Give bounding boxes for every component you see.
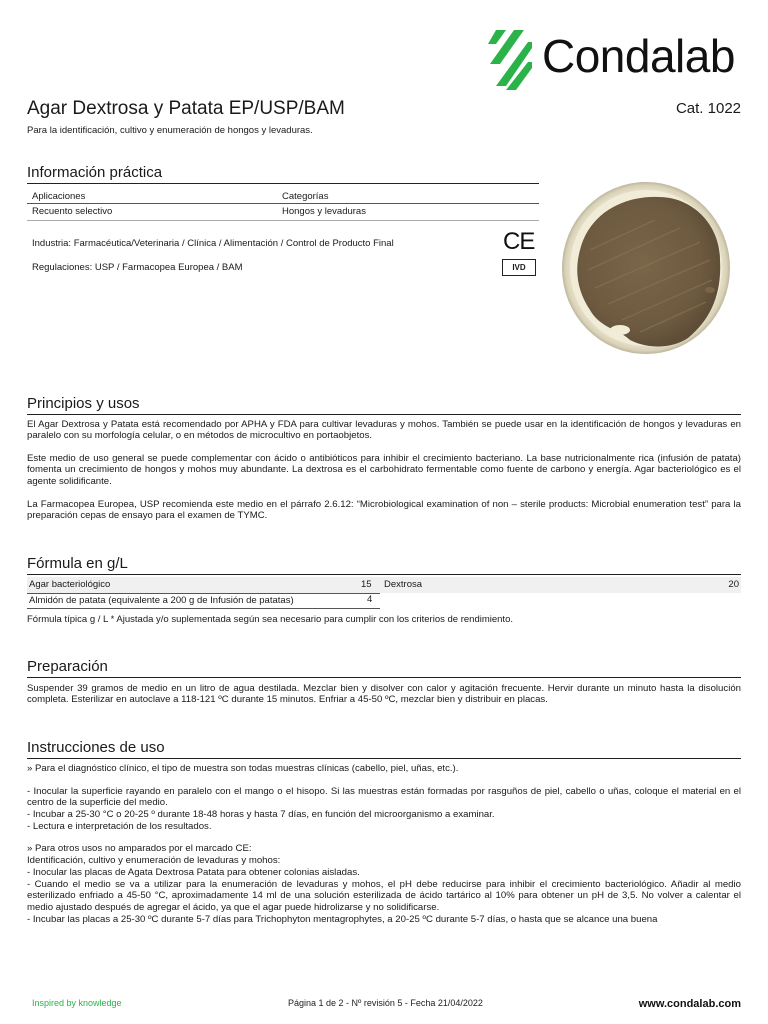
info-table-divider (27, 203, 539, 204)
brand-name: Condalab (542, 30, 735, 82)
instruction-line: - Inocular la superficie rayando en paralelo con el mango o el hisopo. Si las muestras están formadas por rasguños de piel, cabello o uñas, coloque el material en el centro de la superficie del medio. (27, 786, 741, 809)
catalog-number: Cat. 1022 (675, 100, 741, 117)
industry-text: Industria: Farmacéutica/Veterinaria / Clínica / Alimentación / Control de Producto Final (32, 238, 394, 249)
formula-table (27, 577, 741, 609)
applications-value: Recuento selectivo (32, 206, 113, 217)
formula-ingredient: Dextrosa (384, 579, 423, 590)
principles-section-title: Principios y usos (27, 395, 140, 412)
condalab-stripes-icon (488, 30, 532, 90)
petri-dish-photo (560, 180, 732, 356)
info-section-rule (27, 183, 539, 184)
principles-paragraph-2: Este medio de uso general se puede complementar con ácido o antibióticos para inhibir el crecimiento bacteriano. La base nutricionalmente rica (infusión de patata) fomenta un crecimiento de hongos y mohos muy abundante. La dextrosa es el carbohidrato fermentable como fuente de carbono y energía. Agar bacteriológico es el agente solidificante. (27, 453, 741, 487)
brand-logo (488, 28, 744, 92)
document-title: Agar Dextrosa y Patata EP/USP/BAM (27, 98, 345, 119)
instructions-section-rule (27, 758, 741, 759)
formula-row-shade-right (380, 577, 741, 593)
document-subtitle: Para la identificación, cultivo y enumeración de hongos y levaduras. (27, 125, 313, 136)
instructions-section-title: Instrucciones de uso (27, 739, 165, 756)
instruction-line: - Lectura e interpretación de los resultados. (27, 821, 212, 832)
footer-page-info: Página 1 de 2 - Nº revisión 5 - Fecha 21/04/2022 (288, 998, 483, 1008)
categories-value: Hongos y levaduras (282, 206, 366, 217)
ce-mark-icon: CE (503, 228, 535, 255)
formula-section-rule (27, 574, 741, 575)
preparation-text: Suspender 39 gramos de medio en un litro de agua destilada. Mezclar bien y disolver con calor y agitación frecuente. Hervir durante un minuto hasta la disolución completa. Esterilizar en autoclave a 118-121 ºC durante 15 minutos. Enfriar a 45-50 ºC, mezclar bien y distribuir en placas. (27, 683, 741, 706)
instruction-line: » Para el diagnóstico clínico, el tipo de muestra son todas muestras clínicas (cabello, piel, uñas, etc.). (27, 763, 459, 774)
formula-section-title: Fórmula en g/L (27, 555, 128, 572)
formula-note: Fórmula típica g / L * Ajustada y/o suplementada según sea necesario para cumplir con los criterios de rendimiento. (27, 614, 513, 625)
instruction-line: - Cuando el medio se va a utilizar para la enumeración de levaduras y mohos, el pH debe reducirse para inhibir el crecimiento bacteriológico. Añadir al medio esterilizado enfriado a 45-50 °C, aproximadamente 14 ml de una solución esterilizada de ácido tartárico al 10% para obtener un pH de 3,5. No volver a calentar el medio ajustado después de agregar el ácido, ya que el agar puede hidrolizarse y no solidificarse. (27, 879, 741, 913)
preparation-section-rule (27, 677, 741, 678)
formula-row-divider (27, 608, 380, 609)
instruction-line: Identificación, cultivo y enumeración de levaduras y mohos: (27, 855, 281, 866)
formula-ingredient: Almidón de patata (equivalente a 200 g de Infusión de patatas) (29, 595, 294, 606)
formula-amount: 15 (361, 579, 372, 590)
formula-amount: 4 (367, 594, 373, 605)
categories-header: Categorías (282, 191, 329, 202)
footer-tagline: Inspired by knowledge (32, 998, 122, 1008)
principles-section-rule (27, 414, 741, 415)
regulations-text: Regulaciones: USP / Farmacopea Europea / BAM (32, 262, 243, 273)
instruction-line: » Para otros usos no amparados por el marcado CE: (27, 843, 252, 854)
ivd-badge: IVD (502, 259, 536, 276)
instruction-line: - Incubar las placas a 25-30 ºC durante 5-7 días para Trichophyton mentagrophytes, a 20-25 ºC durante 5-7 días, o hasta que se alcance una buena (27, 914, 658, 925)
info-section-title: Información práctica (27, 164, 163, 181)
instruction-line: - Inocular las placas de Agata Dextrosa Patata para obtener colonias aisladas. (27, 867, 360, 878)
principles-paragraph-3: La Farmacopea Europea, USP recomienda este medio en el párrafo 2.6.12: “Microbiological examination of non – sterile products: Microbial enumeration test” para la preparación cepas de ensayo para el examen de TYMC. (27, 499, 741, 522)
formula-row-divider (27, 593, 380, 594)
footer-website-link[interactable]: www.condalab.com (638, 998, 741, 1010)
formula-amount: 20 (728, 579, 739, 590)
principles-paragraph-1: El Agar Dextrosa y Patata está recomendado por APHA y FDA para cultivar levaduras y mohos. También se puede usar en la identificación de hongos y levaduras en paralelo con su morfología celular, o en métodos de microcultivo en portaobjetos. (27, 419, 741, 442)
preparation-section-title: Preparación (27, 658, 108, 675)
applications-header: Aplicaciones (32, 191, 86, 202)
info-table-bottom (27, 220, 539, 221)
instruction-line: - Incubar a 25-30 °C o 20-25 º durante 18-48 horas y hasta 7 días, en función del microorganismo a examinar. (27, 809, 495, 820)
formula-ingredient: Agar bacteriológico (29, 579, 111, 590)
